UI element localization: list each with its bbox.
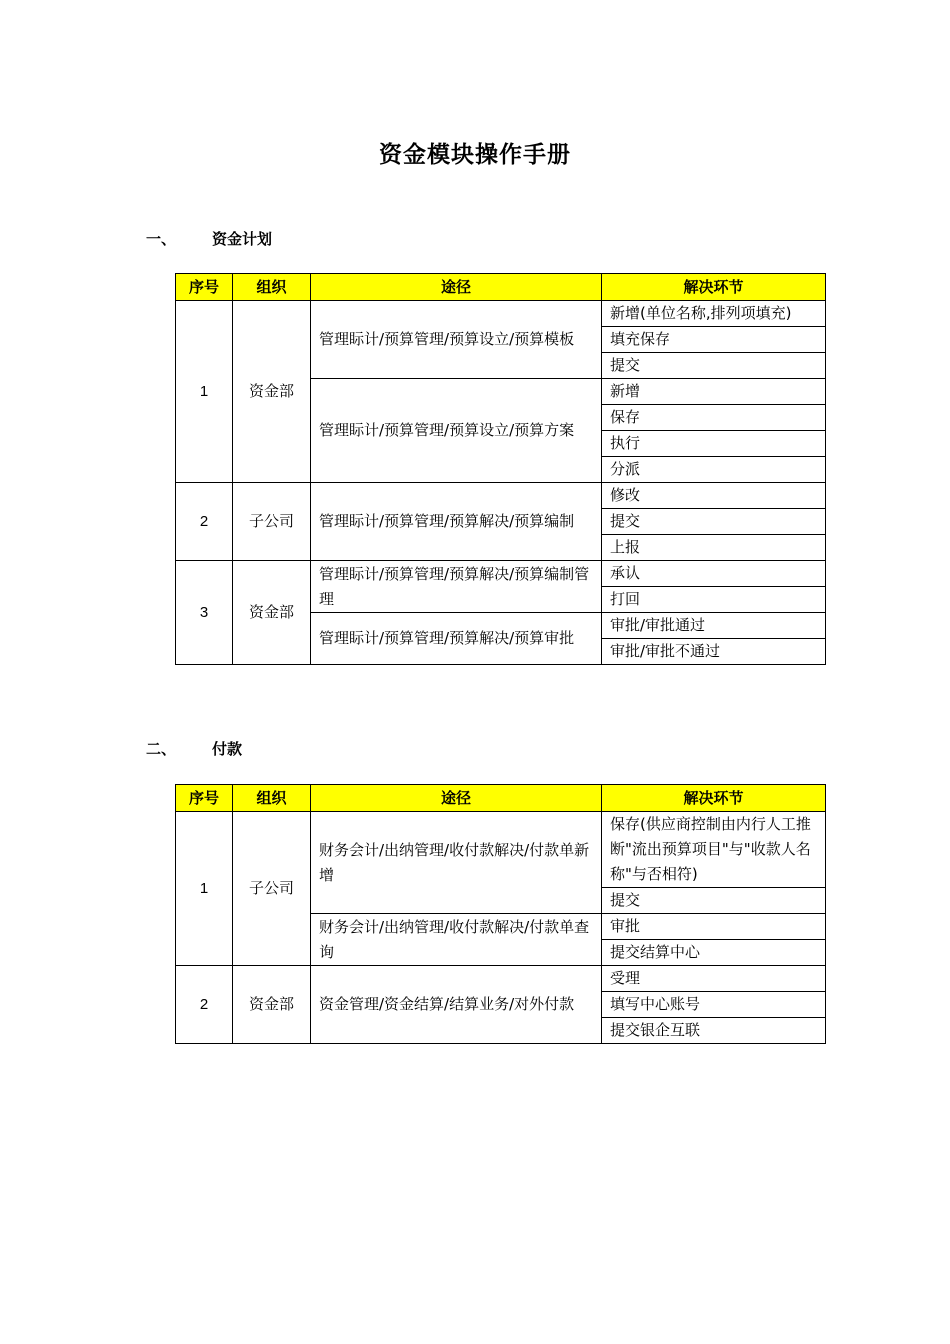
table-row (176, 812, 826, 888)
header-path: 途径 (311, 274, 602, 301)
table-header-row (176, 274, 826, 301)
header-org: 组织 (233, 785, 311, 812)
row-number: 1 (176, 812, 233, 966)
fund-plan-table (175, 273, 826, 665)
section-heading-1 (146, 228, 272, 249)
row-step: 执行 (602, 431, 826, 457)
row-org: 资金部 (233, 301, 311, 483)
row-path: 管理眎计/预算管理/预算设立/预算模板 (311, 301, 602, 379)
row-org: 子公司 (233, 812, 311, 966)
header-path: 途径 (311, 785, 602, 812)
row-step: 提交 (602, 888, 826, 914)
row-path: 管理眎计/预算管理/预算解决/预算编制 (311, 483, 602, 561)
table-row (176, 301, 826, 327)
section-number: 一、 (146, 230, 177, 248)
row-step: 审批 (602, 914, 826, 940)
row-number: 3 (176, 561, 233, 665)
header-step: 解决环节 (602, 274, 826, 301)
table-row (176, 966, 826, 992)
row-step: 填充保存 (602, 327, 826, 353)
row-step: 保存 (602, 405, 826, 431)
table-header-row (176, 785, 826, 812)
row-path: 财务会计/出纳管理/收付款解决/付款单新增 (311, 812, 602, 914)
row-path: 管理眎计/预算管理/预算解决/预算审批 (311, 613, 602, 665)
row-step: 分派 (602, 457, 826, 483)
row-step: 新增(单位名称,排列项填充) (602, 301, 826, 327)
section-number: 二、 (146, 740, 177, 758)
row-step: 审批/审批通过 (602, 613, 826, 639)
row-number: 2 (176, 483, 233, 561)
row-step: 提交银企互联 (602, 1018, 826, 1044)
row-step: 上报 (602, 535, 826, 561)
row-number: 1 (176, 301, 233, 483)
row-path: 管理眎计/预算管理/预算设立/预算方案 (311, 379, 602, 483)
row-step: 修改 (602, 483, 826, 509)
section-title: 付款 (212, 740, 243, 758)
row-step: 新增 (602, 379, 826, 405)
row-org: 资金部 (233, 561, 311, 665)
row-number: 2 (176, 966, 233, 1044)
row-step: 提交 (602, 509, 826, 535)
section-title: 资金计划 (212, 230, 273, 248)
row-step: 审批/审批不通过 (602, 639, 826, 665)
row-path: 财务会计/出纳管理/收付款解决/付款单查询 (311, 914, 602, 966)
row-step: 受理 (602, 966, 826, 992)
document-title: 资金模块操作手册 (379, 142, 571, 168)
row-org: 子公司 (233, 483, 311, 561)
row-path: 管理眎计/预算管理/预算解决/预算编制管理 (311, 561, 602, 613)
header-seq: 序号 (176, 785, 233, 812)
header-seq: 序号 (176, 274, 233, 301)
section-heading-2 (146, 738, 242, 759)
row-step: 打回 (602, 587, 826, 613)
row-org: 资金部 (233, 966, 311, 1044)
payment-table (175, 784, 826, 1044)
header-org: 组织 (233, 274, 311, 301)
row-step: 保存(供应商控制由内行人工推断"流出预算项目"与"收款人名称"与否相符) (602, 812, 826, 888)
row-step: 承认 (602, 561, 826, 587)
table-row (176, 561, 826, 587)
row-path: 资金管理/资金结算/结算业务/对外付款 (311, 966, 602, 1044)
row-step: 提交 (602, 353, 826, 379)
table-row (176, 483, 826, 509)
header-step: 解决环节 (602, 785, 826, 812)
row-step: 提交结算中心 (602, 940, 826, 966)
row-step: 填写中心账号 (602, 992, 826, 1018)
